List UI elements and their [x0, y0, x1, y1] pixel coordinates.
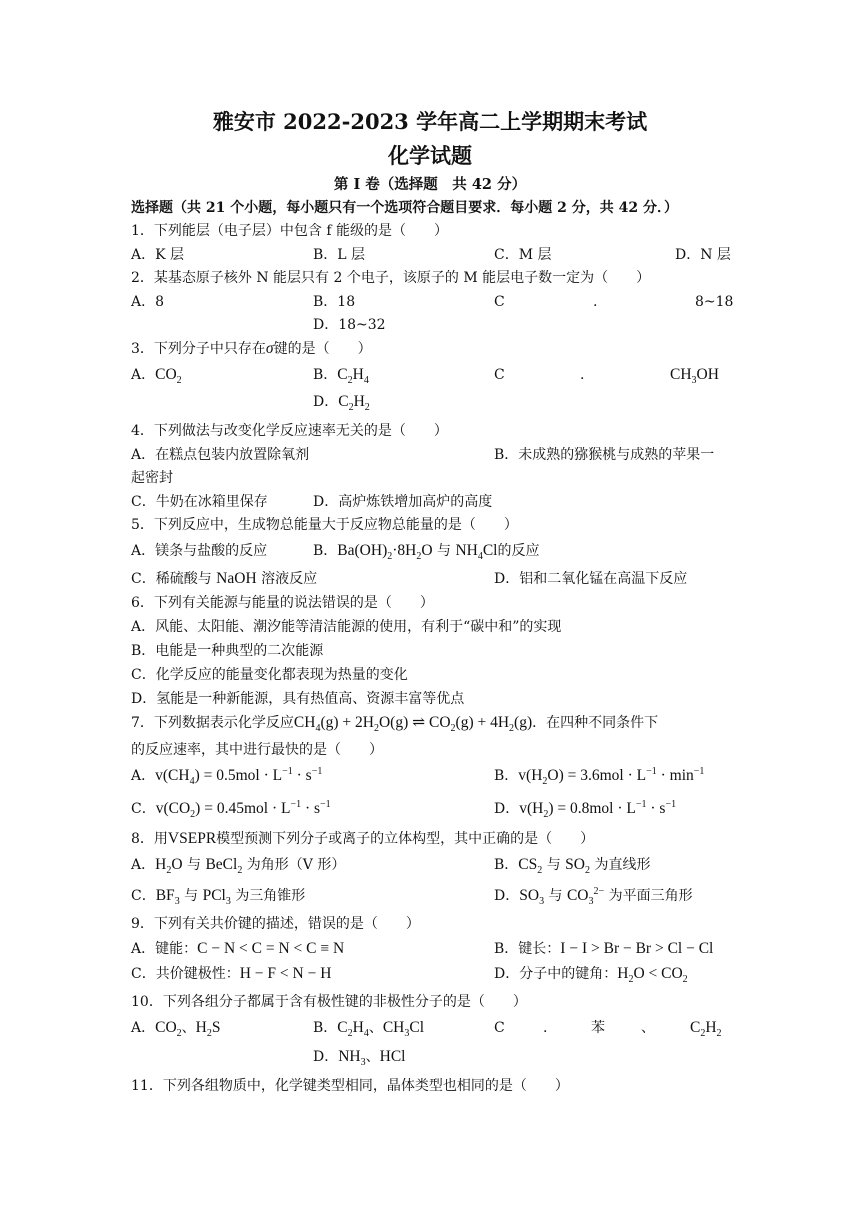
- q2-option-b: B．18: [313, 294, 356, 310]
- q8-option-d: D．$SO_3$ 与 $CO_3^{2-}$ 为平面三角形: [494, 885, 693, 908]
- q9-stem: 9．下列有关共价键的描述，错误的是（ ）: [131, 916, 420, 932]
- q8-stem: 8．用VSEPR模型预测下列分子或离子的立体构型，其中正确的是（ ）: [131, 830, 595, 847]
- q7-option-b: B．$v(H_2O) = 3.6mol \cdot L^{-1} \cdot \min^{-1}$: [494, 765, 705, 788]
- q8-option-c: C．$BF_3$ 与 PCl$_3$ 为三角锥形: [131, 887, 306, 908]
- q10-option-c-benzene: 苯: [591, 1020, 605, 1036]
- q2-option-d: D．18~32: [313, 317, 386, 333]
- q6-option-a: A．风能、太阳能、潮汐能等清洁能源的使用，有利于“碳中和”的实现: [131, 619, 562, 635]
- q4-option-a: A．在糕点包装内放置除氧剂: [131, 447, 310, 463]
- q2-option-a: A．8: [131, 294, 165, 310]
- sigma-symbol: σ: [265, 340, 274, 357]
- q5-option-b: B．$Ba(OH)_2\cdot 8H_2O$ 与 $NH_4Cl$的反应: [313, 542, 540, 563]
- q7-option-c: C．$v(CO_2) = 0.45mol \cdot L^{-1} \cdot s^{-1}$: [131, 798, 331, 821]
- q7-option-a: A．$v(CH_4) = 0.5mol \cdot L^{-1} \cdot s^{-1}$: [131, 765, 323, 788]
- q9-option-b: B．键长：I − I > Br − Br > Cl − Cl: [494, 940, 714, 957]
- q10-option-b: B．$C_2H_4$、$CH_3Cl$: [313, 1019, 425, 1040]
- section-heading: 第 I 卷（选择题 共 42 分）: [333, 176, 527, 193]
- q7-stem: 7．下列数据表示化学反应$CH_4(g) + 2H_2O(g)$ ⇌ $CO_2(g) + 4H_2(g)$．在四种不同条件下: [131, 714, 659, 735]
- q3-option-d: D．$C_2H_2$: [313, 393, 370, 414]
- q6-option-c: C．化学反应的能量变化都表现为热量的变化: [131, 667, 408, 683]
- q10-option-c-letter: C: [494, 1020, 505, 1036]
- q3-stem: 3．下列分子中只存在σ键的是（ ）: [131, 340, 372, 357]
- q10-option-c-separator: 、: [641, 1020, 655, 1036]
- q3-option-c-dot: .: [580, 367, 585, 383]
- q1-option-b: B．L 层: [313, 247, 366, 263]
- instructions: 选择题（共 21 个小题，每小题只有一个选项符合题目要求．每小题 2 分，共 42 分．）: [131, 200, 678, 216]
- q3-option-a: A．$CO_2$: [131, 366, 182, 387]
- q9-option-a: A．键能：C − N < C = N < C ≡ N: [131, 940, 345, 957]
- q1-option-c: C．M 层: [494, 247, 552, 263]
- q9-option-c: C．共价键极性：H − F < N − H: [131, 965, 332, 982]
- q3-option-c-formula: $CH_3OH$: [670, 366, 719, 387]
- q3-option-c-letter: C: [494, 367, 505, 383]
- q2-stem: 2．某基态原子核外 N 能层只有 2 个电子，该原子的 M 能层电子数一定为（ ）: [131, 270, 651, 286]
- q5-option-c: C．稀硫酸与 NaOH 溶液反应: [131, 570, 318, 587]
- q7-stem-continued: 的反应速率，其中进行最快的是（ ）: [131, 742, 383, 758]
- page-subtitle: 化学试题: [388, 143, 472, 168]
- q1-stem: 1．下列能层（电子层）中包含 f 能级的是（ ）: [131, 223, 448, 239]
- q1-option-a: A．K 层: [131, 247, 185, 263]
- q6-option-b: B．电能是一种典型的二次能源: [131, 643, 324, 659]
- q4-option-b: B．未成熟的猕猴桃与成熟的苹果一: [494, 447, 715, 463]
- q8-option-b: B．$CS_2$ 与 $SO_2$ 为直线形: [494, 856, 651, 877]
- q4-stem: 4．下列做法与改变化学反应速率无关的是（ ）: [131, 423, 448, 439]
- q5-option-a: A．镁条与盐酸的反应: [131, 543, 268, 559]
- q4-option-c: C．牛奶在冰箱里保存: [131, 494, 268, 510]
- q5-option-d: D．铝和二氧化锰在高温下反应: [494, 571, 688, 587]
- q10-option-a: A．$CO_2$、$H_2S$: [131, 1019, 221, 1040]
- q3-option-b: B．$C_2H_4$: [313, 366, 369, 387]
- q10-stem: 10．下列各组分子都属于含有极性键的非极性分子的是（ ）: [131, 994, 527, 1010]
- q4-option-b-continued: 起密封: [131, 470, 173, 486]
- q6-stem: 6．下列有关能源与能量的说法错误的是（ ）: [131, 595, 434, 611]
- page-title: 雅安市 2022-2023 学年高二上学期期末考试: [212, 109, 648, 134]
- q11-stem: 11．下列各组物质中，化学键类型相同，晶体类型也相同的是（ ）: [131, 1078, 569, 1094]
- q6-option-d: D．氢能是一种新能源，具有热值高、资源丰富等优点: [131, 691, 465, 707]
- q2-option-c-letter: C: [494, 294, 505, 310]
- q10-option-d: D．$NH_3$、HCl: [313, 1048, 406, 1069]
- q5-stem: 5．下列反应中，生成物总能量大于反应物总能量的是（ ）: [131, 517, 518, 533]
- q2-option-c-dot: .: [593, 294, 598, 310]
- q10-option-c-dot: .: [543, 1020, 548, 1036]
- q8-option-a: A．$H_2O$ 与 BeCl$_2$ 为角形（V 形）: [131, 856, 346, 877]
- q10-option-c-formula: $C_2H_2$: [690, 1019, 722, 1040]
- q4-option-d: D．高炉炼铁增加高炉的高度: [313, 494, 493, 510]
- q2-option-c-value: 8~18: [695, 294, 734, 310]
- q7-option-d: D．$v(H_2) = 0.8mol \cdot L^{-1} \cdot s^{-1}$: [494, 798, 677, 821]
- q9-option-d: D．分子中的键角：$H_2O < CO_2$: [494, 965, 688, 986]
- q1-option-d: D．N 层: [675, 247, 731, 263]
